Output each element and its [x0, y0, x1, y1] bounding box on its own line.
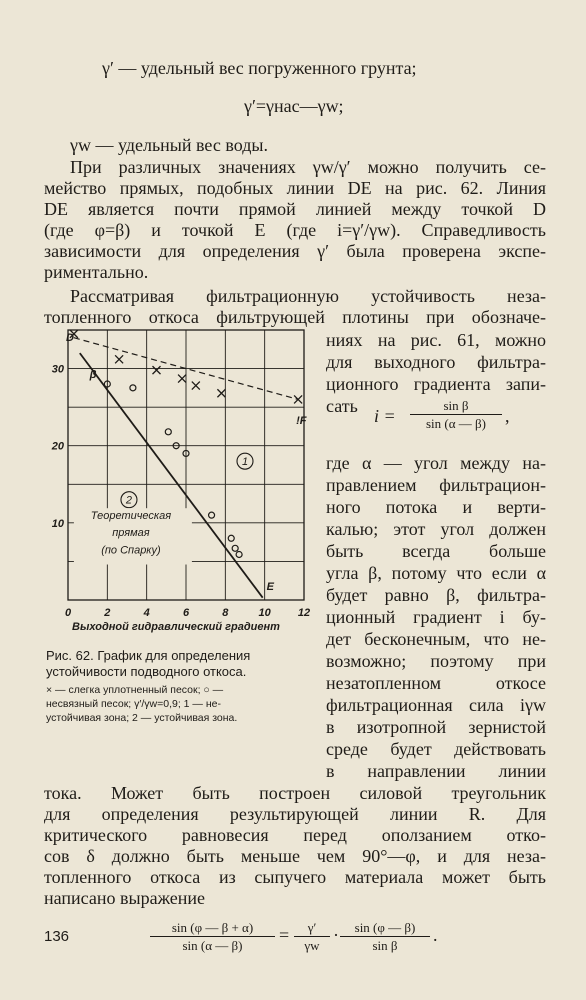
- data-point-circle: [165, 429, 171, 435]
- formula-i-tail: ,: [505, 406, 510, 426]
- paragraph-line: написано выражение: [44, 888, 206, 908]
- x-tick-label: 12: [297, 607, 311, 619]
- column-line: дет бесконечным, что не-: [326, 629, 546, 649]
- zone-label: 1: [241, 456, 249, 469]
- y-tick-label: 30: [51, 363, 64, 376]
- formula-i-lhs: i =: [374, 406, 396, 426]
- data-point-circle: [228, 535, 234, 541]
- paragraph-line: для определения результирующей линии R. Для: [44, 804, 546, 824]
- fraction-denominator: γw: [304, 938, 320, 953]
- column-line: возможно; поэтому при: [326, 651, 546, 671]
- stability-chart: [40, 324, 320, 640]
- column-line: ниях на рис. 61, можно: [326, 330, 546, 350]
- y-tick-label: 10: [51, 517, 64, 530]
- x-tick-label: 8: [222, 607, 229, 619]
- paragraph-line: риментально.: [44, 262, 149, 282]
- x-axis-label: Выходной гидравлический градиент: [72, 621, 280, 633]
- column-line: угла β, потому что если α: [326, 563, 546, 583]
- paragraph-line: При различных значениях γw/γ′ можно получить се-: [70, 157, 546, 177]
- annotation-text: Теоретическая: [90, 510, 172, 522]
- fraction-bar: [150, 936, 275, 937]
- fraction-bar: [294, 936, 330, 937]
- data-point-cross: [217, 389, 225, 397]
- paragraph-line: DE является почти прямой линией между точкой D: [44, 199, 546, 219]
- paragraph-line: тока. Может быть построен силовой треугольник: [44, 783, 546, 803]
- column-line: среде будет действовать: [326, 739, 546, 759]
- data-point-cross: [178, 375, 186, 383]
- paragraph-line: Рассматривая фильтрационную устойчивость неза-: [70, 286, 546, 306]
- line-label: E: [266, 580, 274, 593]
- zone-label: 2: [125, 494, 133, 507]
- x-tick-label: 10: [258, 607, 271, 619]
- column-line: в направлении линии: [326, 761, 546, 781]
- x-tick-label: 6: [182, 607, 190, 619]
- fraction-denominator: sin β: [372, 938, 398, 953]
- fraction-bar: [410, 414, 502, 415]
- line-label: !F: [296, 415, 307, 428]
- formula-fraction-3: [340, 920, 430, 953]
- line-label: β: [89, 368, 97, 381]
- data-point-cross: [115, 355, 123, 363]
- annotation-text: прямая: [112, 526, 150, 539]
- caption-legend-line: устойчивая зона; 2 — устойчивая зона.: [46, 712, 238, 724]
- paragraph-line: (где φ=β) и точкой E (где i=γ′/γw). Справедливость: [44, 220, 546, 240]
- fraction-bar: [340, 936, 430, 937]
- page-number: 136: [44, 928, 70, 945]
- data-point-cross: [153, 366, 161, 374]
- data-point-cross: [294, 395, 302, 403]
- data-point-circle: [209, 512, 215, 518]
- column-line: ционный градиент i бу-: [326, 607, 546, 627]
- column-line: в изотропной зернистой: [326, 717, 546, 737]
- gamma-prime-definition: γ′ — удельный вес погруженного грунта;: [102, 58, 417, 78]
- column-line: где α — угол между на-: [326, 453, 546, 473]
- data-point-circle: [130, 385, 136, 391]
- caption-title-line: устойчивости подводного откоса.: [46, 664, 247, 679]
- fraction-denominator: sin (α — β): [182, 938, 243, 953]
- column-line: незатопленном откосе: [326, 673, 546, 693]
- column-line: ционного градиента запи-: [326, 374, 546, 394]
- line-label: D: [66, 331, 74, 344]
- column-line: фильтрационная сила iγw: [326, 695, 546, 715]
- formula-equals: =: [279, 925, 290, 945]
- formula-i-fraction: [410, 398, 502, 431]
- paragraph-line: топленного откоса из сыпучего материала может быть: [44, 867, 546, 887]
- column-line: для выходного фильтра-: [326, 352, 546, 372]
- column-line: сать: [326, 396, 358, 416]
- paragraph-line: мейство прямых, подобных линии DE на рис. 62. Линия: [44, 178, 546, 198]
- formula-gamma-prime: γ′=γнас—γw;: [244, 96, 344, 116]
- caption-title-line: Рис. 62. График для определения: [46, 648, 251, 663]
- annotation-text: (по Спарку): [101, 544, 161, 557]
- paragraph-line: критического равновесия перед оползанием отко-: [44, 825, 546, 845]
- data-point-cross: [192, 382, 200, 390]
- data-point-circle: [232, 545, 238, 551]
- caption-legend-line: × — слегка уплотненный песок; ○ —: [46, 684, 224, 696]
- formula-tail: .: [433, 925, 438, 945]
- column-line: ного потока и верти-: [326, 497, 546, 517]
- column-line: правлением фильтрацион-: [326, 475, 546, 495]
- column-line: калью; этот угол должен: [326, 519, 546, 539]
- fraction-numerator: γ′: [307, 920, 317, 935]
- gamma-w-definition: γw — удельный вес воды.: [70, 135, 268, 155]
- formula-fraction-2: [294, 920, 330, 953]
- paragraph-line: топленного откоса фильтрующей плотины при обозначе-: [44, 307, 546, 327]
- fraction-numerator: sin (φ — β): [354, 920, 416, 935]
- data-point-circle: [236, 551, 242, 557]
- fraction-denominator: sin (α — β): [425, 416, 486, 431]
- formula-dot: ·: [333, 925, 339, 945]
- paragraph-line: сов δ должно быть меньше чем 90°—φ, и для неза-: [44, 846, 546, 866]
- column-line: будет равно β, фильтра-: [326, 585, 546, 605]
- y-tick-label: 20: [51, 440, 64, 453]
- column-line: быть всегда больше: [326, 541, 546, 561]
- x-tick-label: 2: [104, 607, 111, 619]
- formula-fraction-1: [150, 920, 275, 953]
- x-tick-label: 4: [143, 607, 150, 619]
- caption-legend-line: несвязный песок; γ′/γw=0,9; 1 — не-: [46, 698, 221, 710]
- x-tick-label: 0: [64, 607, 72, 619]
- paragraph-line: зависимости для определения γ′ была проверена экспе-: [44, 241, 546, 261]
- fraction-numerator: sin β: [443, 398, 469, 413]
- fraction-numerator: sin (φ — β + α): [171, 920, 254, 935]
